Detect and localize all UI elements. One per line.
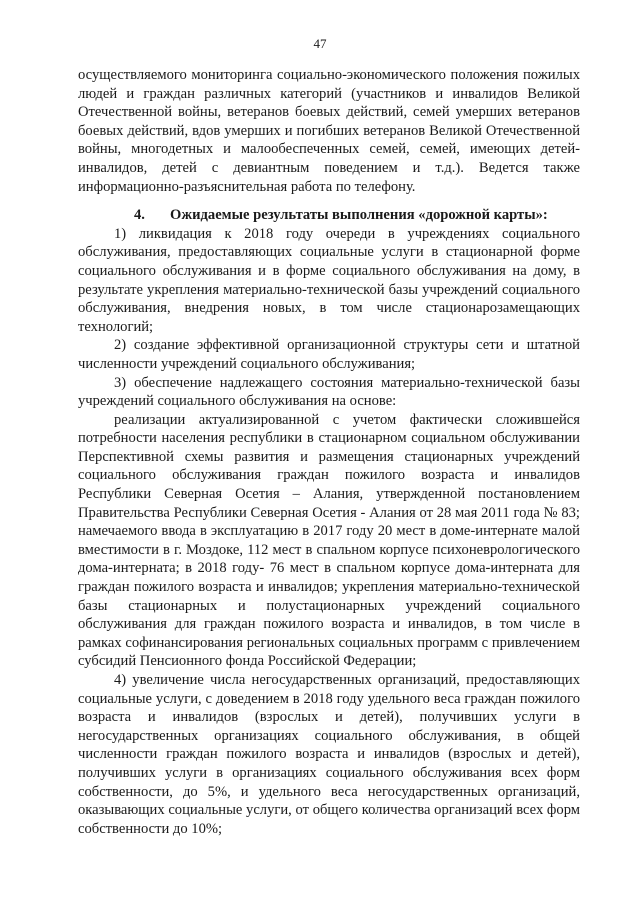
page-number: 47 <box>313 36 327 51</box>
paragraph-item-1: 1) ликвидация к 2018 году очереди в учреждениях социального обслуживания, предоставляющих социальные услуги в стационарной форме социального обслуживания и в форме социального обслуживания на дому, в результате укрепления материально-технической базы учреждений социального обслуживания, внедрения новых, в том числе стационарозамещающих технологий; <box>78 225 580 335</box>
section-heading <box>78 206 580 225</box>
paragraph-item-4: 4) увеличение числа негосударственных организаций, предоставляющих социальные услуги, с доведением в 2018 году удельного веса граждан пожилого возраста и инвалидов (взрослых и детей), получивших услуги в негосударственных организациях социального обслуживания, в общей численности граждан пожилого возраста и инвалидов (взрослых и детей), получивших услуги в организациях социального обслуживания всех форм собственности, до 5%, и удельного веса негосударственных организаций, оказывающих социальные услуги, от общего количества организаций всех форм собственности до 10%; <box>78 672 580 837</box>
section-title: Ожидаемые результаты выполнения «дорожной карты»: <box>170 207 548 224</box>
paragraph-implementation: реализации актуализированной с учетом фактически сложившейся потребности населения республики в стационарном социальном обслуживании Перспективной схемы развития и размещения стационарных учреждений социального обслуживания граждан пожилого возраста и инвалидов Республики Северная Осетия – Алания, утвержденной постановлением Правительства Республики Северная Осетия - Алания от 28 мая 2011 года № 83; намечаемого ввода в эксплуатацию в 2017 году 20 мест в доме-интернате малой вместимости в г. Моздоке, 112 мест в спальном корпусе психоневрологического дома-интерната; в 2018 году- 76 мест в спальном корпусе дома-интерната для граждан пожилого возраста и инвалидов; укрепления материально-технической базы стационарных и полустационарных учреждений социального обслуживания для граждан пожилого возраста и инвалидов, в том числе в рамках софинансирования региональных социальных программ с привлечением субсидий Пенсионного фонда Российской Федерации; <box>78 411 580 670</box>
document-body <box>78 66 580 838</box>
intro-paragraph: осуществляемого мониторинга социально-экономического положения пожилых людей и граждан различных категорий (участников и инвалидов Великой Отечественной войны, ветеранов боевых действий, семей умерших ветеранов боевых действий, вдов умерших и погибших ветеранов Великой Отечественной войны, многодетных и малообеспеченных семей, семей, имеющих детей-инвалидов, детей с девиантным поведением и т.д.). Ведется также информационно-разъяснительная работа по телефону. <box>78 67 580 195</box>
paragraph-item-3: 3) обеспечение надлежащего состояния материально-технической базы учреждений социального обслуживания на основе: <box>78 374 580 410</box>
paragraph-item-2: 2) создание эффективной организационной структуры сети и штатной численности учреждений социального обслуживания; <box>78 337 580 372</box>
section-number: 4. <box>134 207 145 224</box>
